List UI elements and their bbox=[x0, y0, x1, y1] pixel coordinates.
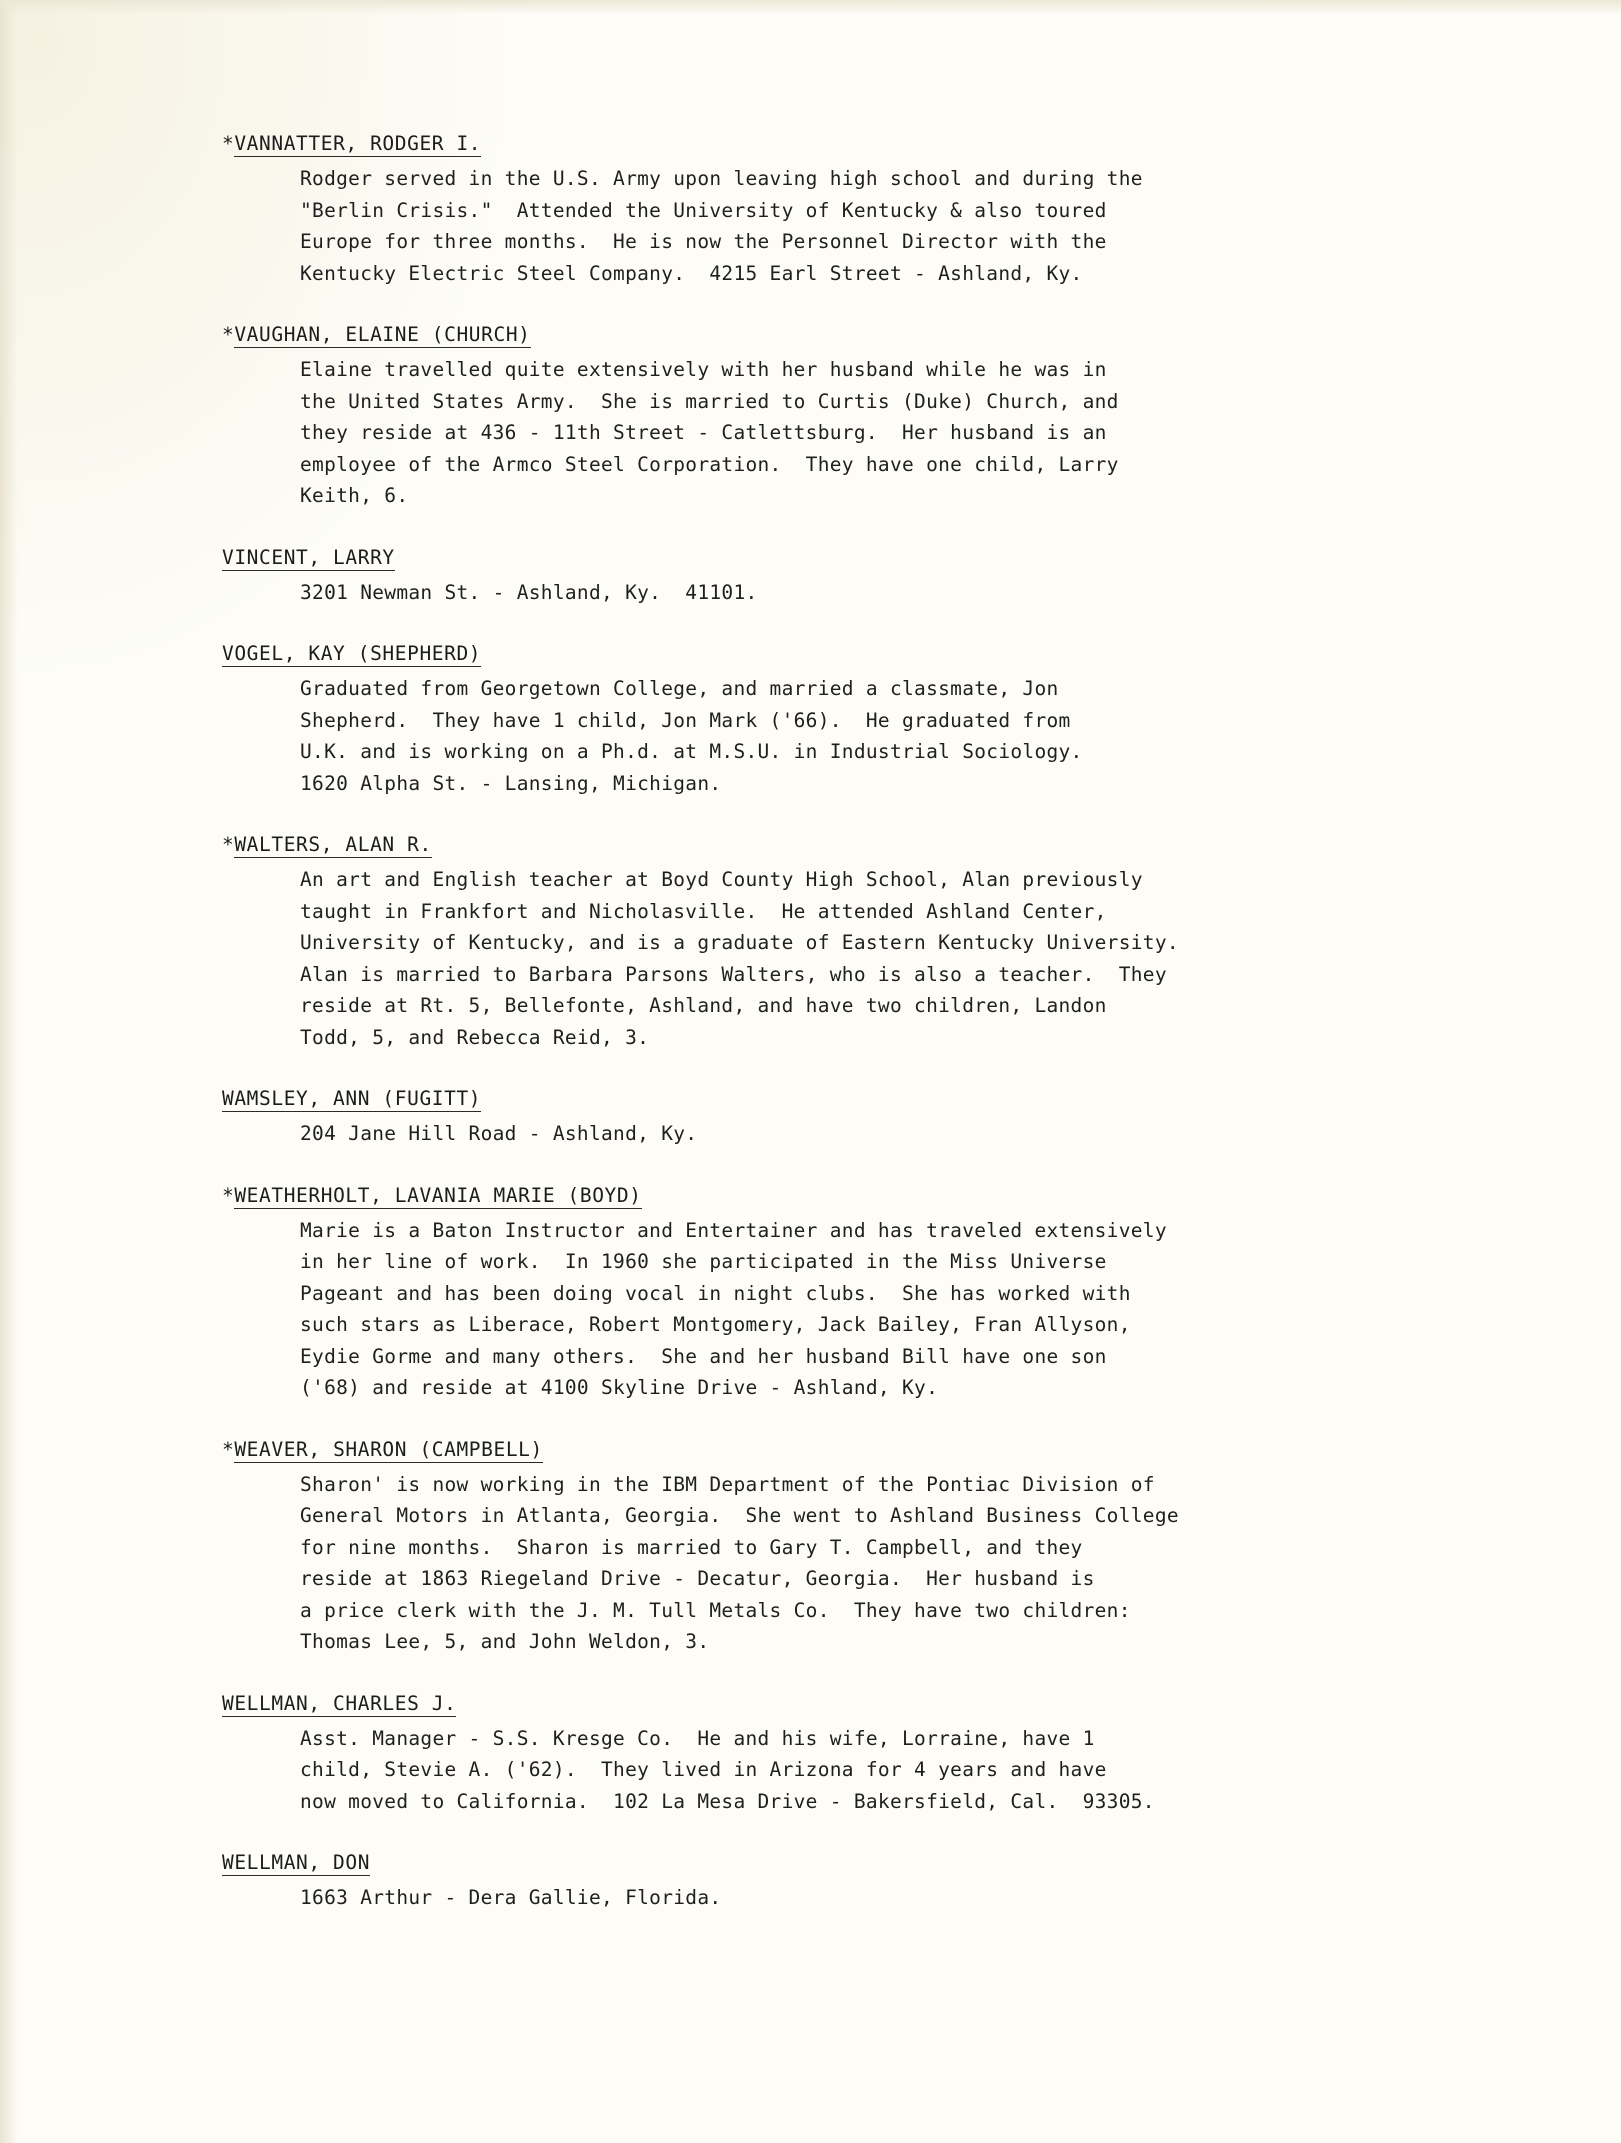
directory-entry bbox=[222, 542, 1462, 609]
entry-heading bbox=[222, 1083, 1462, 1114]
entry-line: reside at 1863 Riegeland Drive - Decatur, Georgia. Her husband is bbox=[300, 1567, 1095, 1590]
directory-entry bbox=[222, 1688, 1462, 1818]
entry-body bbox=[300, 1723, 1462, 1818]
entry-line: 1620 Alpha St. - Lansing, Michigan. bbox=[300, 771, 722, 795]
entry-line: ('68) and reside at 4100 Skyline Drive - Ashland, Ky. bbox=[300, 1376, 939, 1399]
entry-line: "Berlin Crisis." Attended the University of Kentucky & also toured bbox=[300, 198, 1107, 222]
entry-line: in her line of work. In 1960 she participated in the Miss Universe bbox=[300, 1250, 1107, 1273]
directory-entry bbox=[222, 1180, 1462, 1404]
page-edge-shadow-top bbox=[0, 0, 1621, 14]
entry-line: U.K. and is working on a Ph.d. at M.S.U. in Industrial Sociology. bbox=[300, 740, 1083, 763]
entry-line: Marie is a Baton Instructor and Entertainer and has traveled extensively bbox=[300, 1218, 1167, 1242]
entry-line: Eydie Gorme and many others. She and her husband Bill have one son bbox=[300, 1344, 1107, 1368]
entry-marker: * bbox=[222, 323, 235, 346]
entry-line: Europe for three months. He is now the Personnel Director with the bbox=[300, 230, 1107, 253]
entry-line: for nine months. Sharon is married to Gary T. Campbell, and they bbox=[300, 1535, 1083, 1559]
entry-line: General Motors in Atlanta, Georgia. She went to Ashland Business College bbox=[300, 1504, 1179, 1527]
directory-entry bbox=[222, 319, 1462, 512]
entry-name: VOGEL, KAY (SHEPHERD) bbox=[222, 642, 482, 665]
entry-body bbox=[300, 864, 1462, 1053]
entry-line: reside at Rt. 5, Bellefonte, Ashland, and have two children, Landon bbox=[300, 994, 1107, 1017]
entry-line: Todd, 5, and Rebecca Reid, 3. bbox=[300, 1025, 650, 1049]
entry-heading bbox=[222, 638, 1462, 669]
entry-name: WELLMAN, DON bbox=[222, 1851, 371, 1874]
entry-body bbox=[300, 1469, 1462, 1658]
entry-body bbox=[300, 163, 1462, 289]
entry-heading bbox=[222, 1847, 1462, 1878]
entry-name: WELLMAN, CHARLES J. bbox=[222, 1691, 457, 1715]
entry-marker: * bbox=[222, 132, 235, 155]
directory-entry bbox=[222, 638, 1462, 799]
entry-line: taught in Frankfort and Nicholasville. He attended Ashland Center, bbox=[300, 899, 1107, 923]
entry-line: Keith, 6. bbox=[300, 484, 409, 507]
directory-entry bbox=[222, 1847, 1462, 1914]
entry-line: they reside at 436 - 11th Street - Catlettsburg. Her husband is an bbox=[300, 421, 1107, 444]
directory-entries bbox=[222, 128, 1462, 1944]
entry-line: 1663 Arthur - Dera Gallie, Florida. bbox=[300, 1886, 722, 1909]
entry-line: An art and English teacher at Boyd County High School, Alan previously bbox=[300, 868, 1143, 891]
entry-name: WEATHERHOLT, LAVANIA MARIE (BOYD) bbox=[234, 1183, 642, 1207]
entry-line: such stars as Liberace, Robert Montgomery, Jack Bailey, Fran Allyson, bbox=[300, 1313, 1131, 1336]
entry-line: Pageant and has been doing vocal in night clubs. She has worked with bbox=[300, 1281, 1131, 1305]
entry-line: employee of the Armco Steel Corporation. They have one child, Larry bbox=[300, 452, 1119, 476]
entry-line: Graduated from Georgetown College, and married a classmate, Jon bbox=[300, 677, 1059, 700]
entry-line: Sharon' is now working in the IBM Department of the Pontiac Division of bbox=[300, 1472, 1155, 1496]
entry-line: 204 Jane Hill Road - Ashland, Ky. bbox=[300, 1122, 698, 1145]
entry-name: WALTERS, ALAN R. bbox=[234, 833, 432, 856]
entry-heading bbox=[222, 1434, 1462, 1465]
entry-line: Alan is married to Barbara Parsons Walters, who is also a teacher. They bbox=[300, 962, 1167, 986]
entry-line: University of Kentucky, and is a graduate of Eastern Kentucky University. bbox=[300, 931, 1179, 954]
entry-line: 3201 Newman St. - Ashland, Ky. 41101. bbox=[300, 580, 758, 604]
entry-line: Rodger served in the U.S. Army upon leaving high school and during the bbox=[300, 167, 1143, 190]
entry-line: Asst. Manager - S.S. Kresge Co. He and his wife, Lorraine, have 1 bbox=[300, 1726, 1095, 1750]
entry-body bbox=[300, 673, 1462, 799]
entry-line: the United States Army. She is married to Curtis (Duke) Church, and bbox=[300, 389, 1119, 413]
entry-line: a price clerk with the J. M. Tull Metals Co. They have two children: bbox=[300, 1598, 1131, 1622]
entry-body bbox=[300, 577, 1462, 609]
entry-heading bbox=[222, 542, 1462, 573]
entry-body bbox=[300, 1215, 1462, 1404]
directory-entry bbox=[222, 1434, 1462, 1658]
entry-heading bbox=[222, 1688, 1462, 1719]
entry-body bbox=[300, 1882, 1462, 1914]
entry-marker: * bbox=[222, 1437, 235, 1461]
entry-line: Thomas Lee, 5, and John Weldon, 3. bbox=[300, 1630, 710, 1653]
entry-line: child, Stevie A. ('62). They lived in Arizona for 4 years and have bbox=[300, 1758, 1107, 1781]
directory-entry bbox=[222, 829, 1462, 1053]
entry-marker: * bbox=[222, 833, 235, 856]
entry-heading bbox=[222, 319, 1462, 350]
directory-entry bbox=[222, 128, 1462, 289]
entry-name: WAMSLEY, ANN (FUGITT) bbox=[222, 1087, 482, 1110]
entry-line: Kentucky Electric Steel Company. 4215 Earl Street - Ashland, Ky. bbox=[300, 261, 1083, 285]
entry-heading bbox=[222, 1180, 1462, 1211]
entry-name: VANNATTER, RODGER I. bbox=[234, 132, 482, 155]
entry-name: VAUGHAN, ELAINE (CHURCH) bbox=[234, 323, 531, 346]
entry-heading bbox=[222, 128, 1462, 159]
entry-name: VINCENT, LARRY bbox=[222, 545, 395, 569]
entry-line: Shepherd. They have 1 child, Jon Mark ('66). He graduated from bbox=[300, 708, 1071, 732]
entry-body bbox=[300, 354, 1462, 512]
entry-line: now moved to California. 102 La Mesa Drive - Bakersfield, Cal. 93305. bbox=[300, 1789, 1155, 1813]
entry-body bbox=[300, 1118, 1462, 1150]
page-edge-shadow-left bbox=[0, 0, 18, 2143]
entry-marker: * bbox=[222, 1183, 235, 1207]
directory-entry bbox=[222, 1083, 1462, 1150]
entry-line: Elaine travelled quite extensively with her husband while he was in bbox=[300, 358, 1107, 381]
entry-name: WEAVER, SHARON (CAMPBELL) bbox=[234, 1437, 543, 1461]
entry-heading bbox=[222, 829, 1462, 860]
